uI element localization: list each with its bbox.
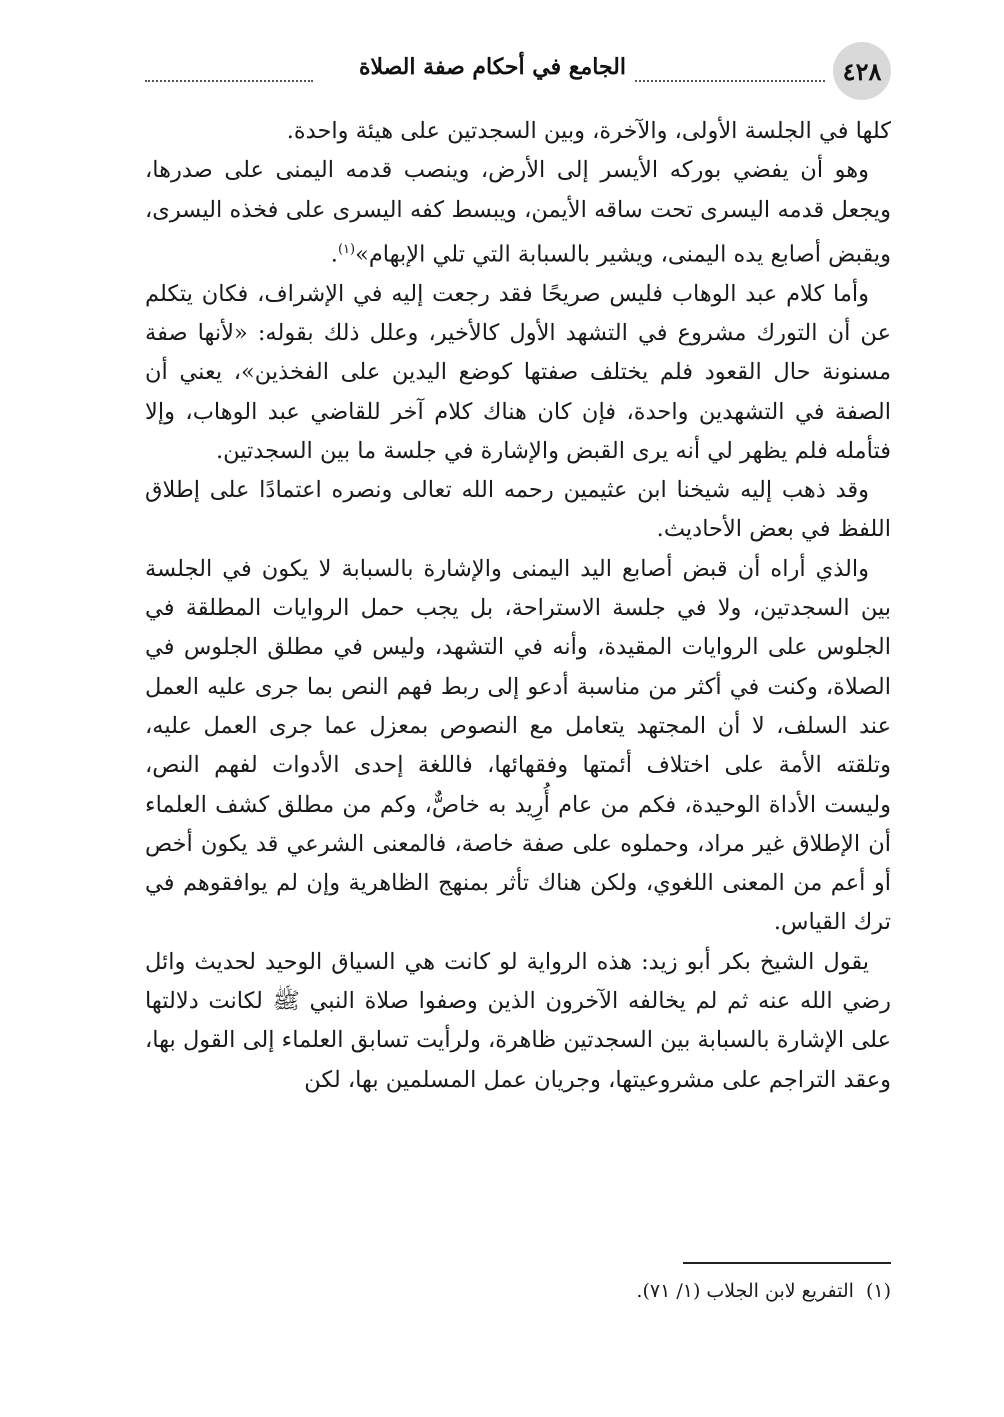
footnote-ref: (١) bbox=[337, 241, 356, 257]
header-dots-right bbox=[635, 80, 825, 82]
page-title: الجامع في أحكام صفة الصلاة bbox=[358, 54, 626, 80]
paragraph-1: كلها في الجلسة الأولى، والآخرة، وبين السجدتين على هيئة واحدة. bbox=[286, 118, 891, 144]
paragraph-2 bbox=[145, 151, 891, 274]
paragraph-4: وقد ذهب إليه شيخنا ابن عثيمين رحمه الله تعالى ونصره اعتمادًا على إطلاق اللفظ في بعض الأحاديث. bbox=[145, 477, 891, 543]
footnote-number: (١) bbox=[865, 1280, 891, 1302]
footnote-text: التفريع لابن الجلاب (١/ ٧١). bbox=[636, 1280, 854, 1302]
body-text bbox=[145, 112, 891, 1100]
footnote bbox=[636, 1280, 891, 1302]
paragraph-6: يقول الشيخ بكر أبو زيد: هذه الرواية لو كانت هي السياق الوحيد لحديث وائل رضي الله عنه ثم لم يخالفه الآخرون الذين وصفوا صلاة النبي ﷺ لكانت دلالتها على الإشارة بالسبابة بين السجدتين ظاهرة، ولرأيت تسابق العلماء إلى القول بها، وعقد التراجم على مشروعيتها، وجريان عمل المسلمين بها، لكن bbox=[145, 948, 891, 1093]
page-number: ٤٢٨ bbox=[833, 42, 891, 100]
paragraph-2-text: وهو أن يفضي بوركه الأيسر إلى الأرض، وينصب قدمه اليمنى على صدرها، ويجعل قدمه اليسرى تحت ساقه الأيمن، ويبسط كفه اليسرى على فخذه اليسرى، ويقبض أصابع يده اليمنى، ويشير بالسبابة التي تلي الإبهام» bbox=[145, 157, 891, 268]
paragraph-2-end: . bbox=[330, 241, 338, 268]
footnote-divider bbox=[683, 1262, 891, 1264]
header-dots-left bbox=[145, 80, 313, 82]
paragraph-5: والذي أراه أن قبض أصابع اليد اليمنى والإشارة بالسبابة لا يكون في الجلسة بين السجدتين، ولا في جلسة الاستراحة، بل يجب حمل الروايات المطلقة في الجلوس على الروايات المقيدة، وأنه في التشهد، وليس في مطلق الجلوس في الصلاة، وكنت في أكثر من مناسبة أدعو إلى ربط فهم النص بما جرى عليه العمل عند السلف، لا أن المجتهد يتعامل مع النصوص بمعزل عما جرى العمل عليه، وتلقته الأمة على اختلاف أئمتها وفقهائها، فاللغة إحدى الأدوات لفهم النص، وليست الأداة الوحيدة، فكم من عام أُرِيد به خاصٌّ، وكم من مطلق كشف العلماء أن الإطلاق غير مراد، وحملوه على صفة خاصة، فالمعنى الشرعي قد يكون أخص أو أعم من المعنى اللغوي، ولكن هناك تأثر بمنهج الظاهرية وإن لم يوافقوهم في ترك القياس. bbox=[145, 555, 891, 936]
paragraph-3: وأما كلام عبد الوهاب فليس صريحًا فقد رجعت إليه في الإشراف، فكان يتكلم عن أن التورك مشروع في التشهد الأول كالأخير، وعلل ذلك بقوله: «لأنها صفة مسنونة حال القعود فلم يختلف صفتها كوضع اليدين على الفخذين»، يعني أن الصفة في التشهدين واحدة، فإن كان هناك كلام آخر للقاضي عبد الوهاب، وإلا فتأمله فلم يظهر لي أنه يرى القبض والإشارة في جلسة ما بين السجدتين. bbox=[145, 280, 891, 464]
page-header bbox=[145, 42, 891, 102]
